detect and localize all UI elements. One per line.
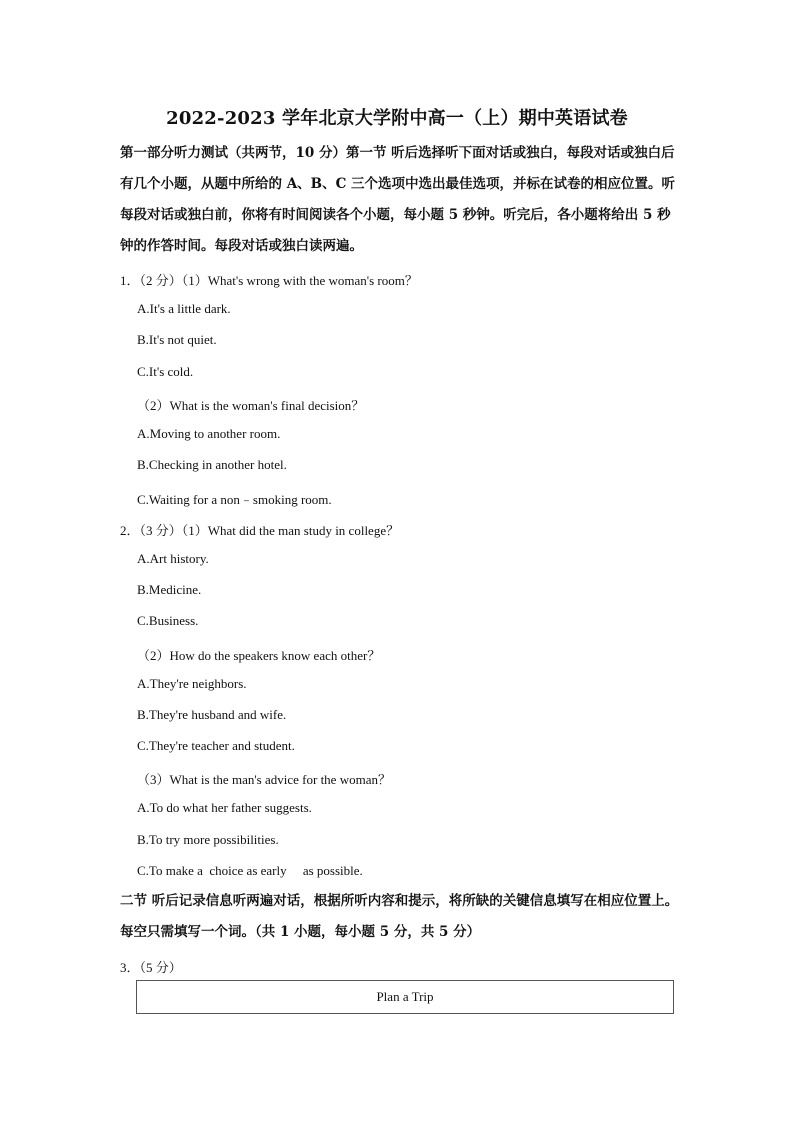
plan-a-trip-title: Plan a Trip bbox=[376, 989, 434, 1004]
question-2-sub-3-option-a: A.To do what her father suggests. bbox=[137, 800, 312, 815]
question-2-option-c: C.Business. bbox=[137, 613, 199, 628]
question-1-sub-2-option-a: A.Moving to another room. bbox=[137, 426, 281, 441]
question-2-sub-3: （3）What is the man's advice for the woman？ bbox=[137, 772, 391, 787]
question-1-sub-2: （2）What is the woman's final decision？ bbox=[137, 398, 365, 413]
question-2-option-b: B.Medicine. bbox=[137, 582, 202, 597]
question-2-sub-2-option-c: C.They're teacher and student. bbox=[137, 738, 295, 753]
question-1-header: 1．（2 分）（1）What's wrong with the woman's room？ bbox=[120, 273, 418, 288]
page-title: 2022-2023 学年北京大学附中高一（上）期中英语试卷 bbox=[166, 108, 628, 129]
question-2-header: 2．（3 分）（1）What did the man study in college？ bbox=[120, 523, 400, 538]
question-3-header: 3．（5 分） bbox=[120, 960, 182, 975]
question-2-sub-2-option-a: A.They're neighbors. bbox=[137, 676, 247, 691]
section-two-instructions: 二节 听后记录信息听两遍对话，根据所听内容和提示，将所缺的关键信息填写在相应位置上。每空只需填写一个词。（共 1 小题，每小题 5 分，共 5 分） bbox=[120, 893, 679, 940]
question-2-sub-2: （2）How do the speakers know each other？ bbox=[137, 648, 381, 663]
section-one-instructions: 第一部分听力测试（共两节，10 分）第一节 听后选择听下面对话或独白，每段对话或独白后有几个小题，从题中所给的 A、B、C 三个选项中选出最佳选项，并标在试卷的相应位置。听每段对话或独白前，你将有时间阅读各个小题，每小题 5 秒钟。听完后，各小题将给出 5 秒钟的作答时间。每段对话或独白读两遍。 bbox=[120, 145, 676, 254]
question-1-sub-2-option-b: B.Checking in another hotel. bbox=[137, 457, 287, 472]
question-1-option-a: A.It's a little dark. bbox=[137, 301, 231, 316]
question-1-option-c: C.It's cold. bbox=[137, 364, 194, 379]
question-2-sub-3-option-c: C.To make a choice as early as possible. bbox=[137, 863, 363, 878]
question-1-option-b: B.It's not quiet. bbox=[137, 332, 217, 347]
question-2-sub-3-option-b: B.To try more possibilities. bbox=[137, 832, 279, 847]
question-1-sub-2-option-c: C.Waiting for a non﹣smoking room. bbox=[137, 492, 332, 507]
question-2-sub-2-option-b: B.They're husband and wife. bbox=[137, 707, 287, 722]
plan-a-trip-table-header bbox=[136, 980, 674, 1014]
question-2-option-a: A.Art history. bbox=[137, 551, 209, 566]
